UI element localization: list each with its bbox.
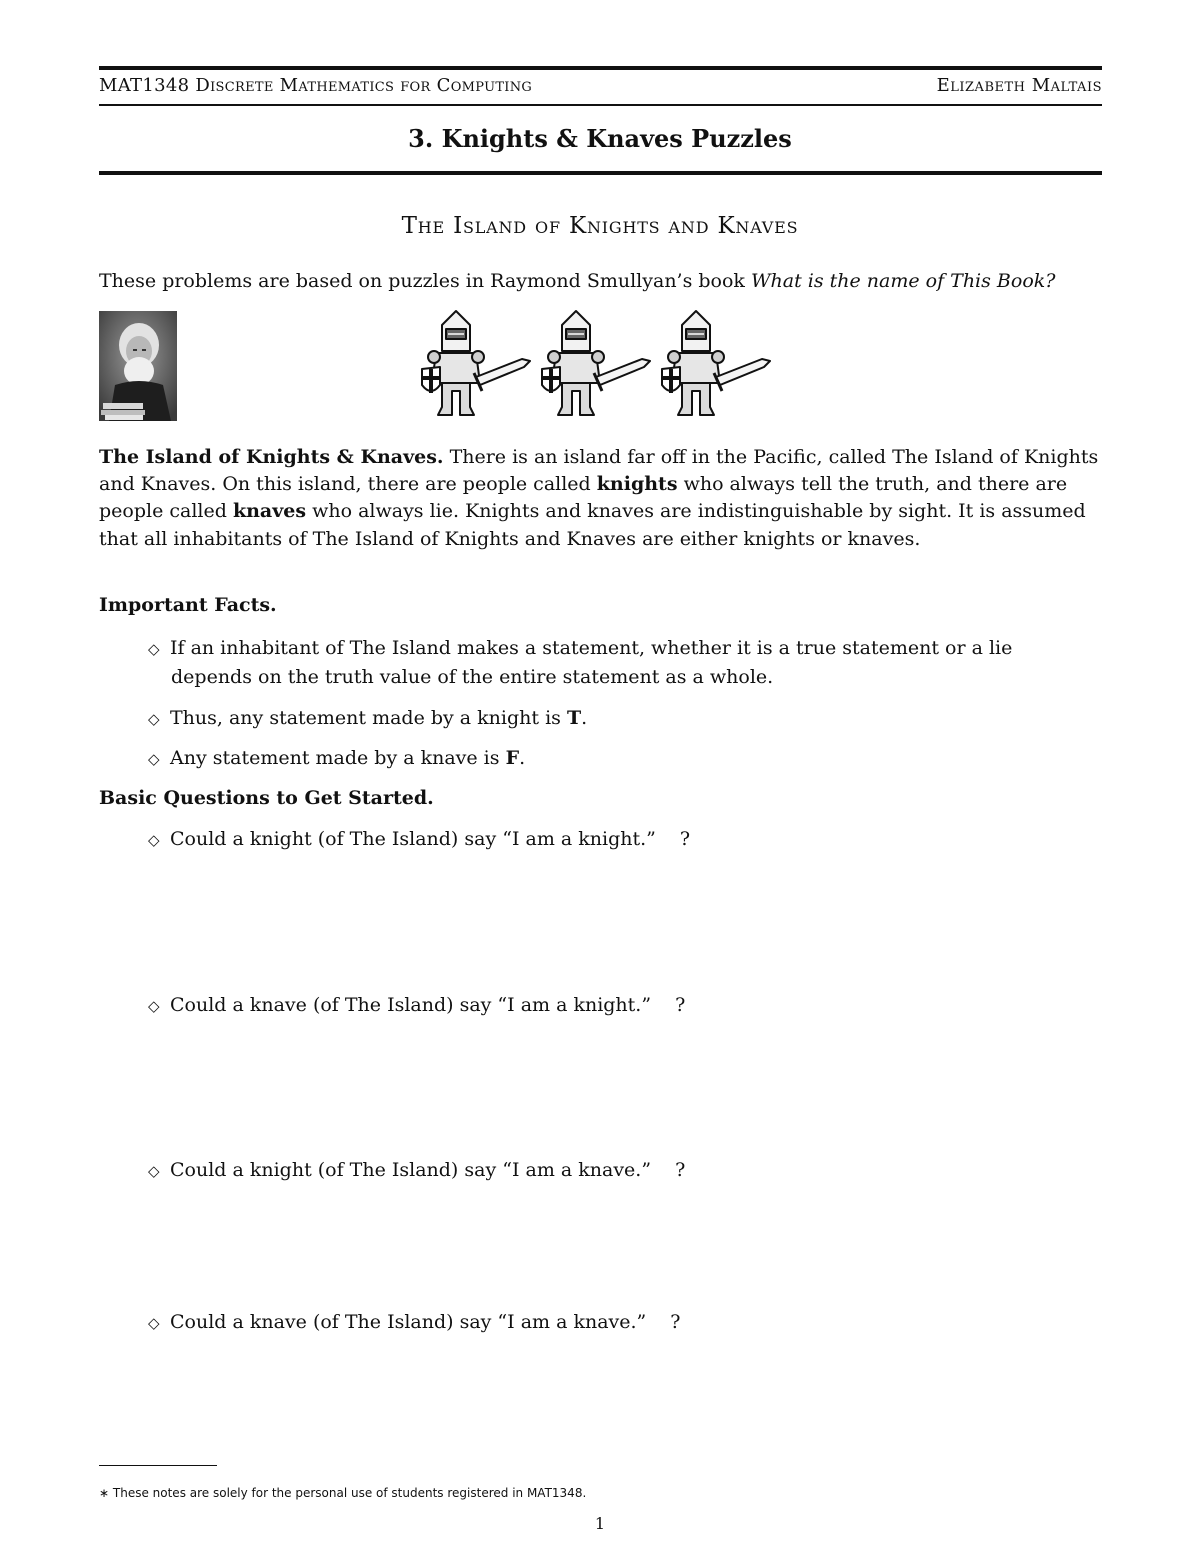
question-item — [148, 828, 690, 850]
header-top-rule — [99, 66, 1102, 70]
diamond-bullet-icon: ◇ — [148, 710, 160, 728]
diamond-bullet-icon: ◇ — [148, 997, 160, 1015]
page-title: 3. Knights & Knaves Puzzles — [408, 124, 792, 153]
section-title: The Island of Knights and Knaves — [401, 213, 799, 239]
fact-item-1 — [148, 634, 1088, 691]
knights-illustration — [418, 307, 778, 424]
footnote-rule — [99, 1465, 217, 1466]
author-name: Elizabeth Maltais — [936, 75, 1102, 96]
intro-paragraph — [99, 270, 1055, 292]
term-knights: knights — [596, 473, 678, 496]
question-text: Could a knave (of The Island) say “I am a knave.” — [170, 1311, 647, 1333]
description-part1: There is an island far off in the Pacific, called The Island of Knights and Knaves. On this island, there are people called — [99, 446, 1099, 496]
question-text: Could a knight (of The Island) say “I am a knight.” — [170, 828, 656, 850]
description-lead: The Island of Knights & Knaves. — [99, 446, 444, 468]
basic-questions-heading: Basic Questions to Get Started. — [99, 787, 434, 809]
diamond-bullet-icon: ◇ — [148, 1314, 160, 1332]
diamond-bullet-icon: ◇ — [148, 831, 160, 849]
diamond-bullet-icon: ◇ — [148, 750, 160, 768]
fact-2-value: T — [566, 707, 582, 729]
course-title: MAT1348 Discrete Mathematics for Computing — [99, 75, 533, 96]
fact-item-3 — [148, 744, 1088, 773]
island-description — [99, 444, 1102, 553]
question-mark: ? — [679, 828, 691, 850]
question-text: Could a knave (of The Island) say “I am a knight.” — [170, 994, 652, 1016]
diamond-bullet-icon: ◇ — [148, 640, 160, 658]
footnote-marker: ∗ — [99, 1486, 110, 1500]
question-text: Could a knight (of The Island) say “I am a knave.” — [170, 1159, 652, 1181]
intro-text: These problems are based on puzzles in Raymond Smullyan’s book — [99, 270, 751, 292]
description-part3: who always lie. Knights and knaves are indistinguishable by sight. It is assumed that all inhabitants of The Island of Knights and Knaves are either knights or knaves. — [99, 500, 1086, 550]
fact-1-line-1: If an inhabitant of The Island makes a statement, whether it is a true statement or a lie — [170, 637, 1013, 659]
book-title: What is the name of This Book? — [750, 270, 1056, 292]
fact-3-value: F — [505, 747, 520, 769]
portrait-photo — [99, 311, 177, 421]
fact-1-line-2: depends on the truth value of the entire statement as a whole. — [171, 666, 774, 688]
question-item — [148, 1311, 680, 1333]
question-mark: ? — [675, 1159, 686, 1181]
description-part2: who always tell the truth, and there are people called — [99, 473, 1068, 523]
fact-item-2 — [148, 704, 1088, 733]
question-mark: ? — [675, 994, 686, 1016]
fact-2-text: Thus, any statement made by a knight is — [170, 707, 567, 729]
term-knaves: knaves — [232, 500, 307, 523]
fact-3-period: . — [519, 747, 526, 769]
question-mark: ? — [670, 1311, 681, 1333]
footnote — [99, 1486, 586, 1500]
footnote-text: These notes are solely for the personal use of students registered in MAT1348. — [112, 1486, 587, 1500]
title-rule — [99, 171, 1102, 175]
header-bottom-rule — [99, 104, 1102, 106]
fact-3-text: Any statement made by a knave is — [170, 747, 506, 769]
important-facts-heading: Important Facts. — [99, 594, 277, 616]
question-item — [148, 994, 685, 1016]
fact-2-period: . — [581, 707, 588, 729]
diamond-bullet-icon: ◇ — [148, 1162, 160, 1180]
question-item — [148, 1159, 685, 1181]
page-number: 1 — [594, 1514, 606, 1533]
